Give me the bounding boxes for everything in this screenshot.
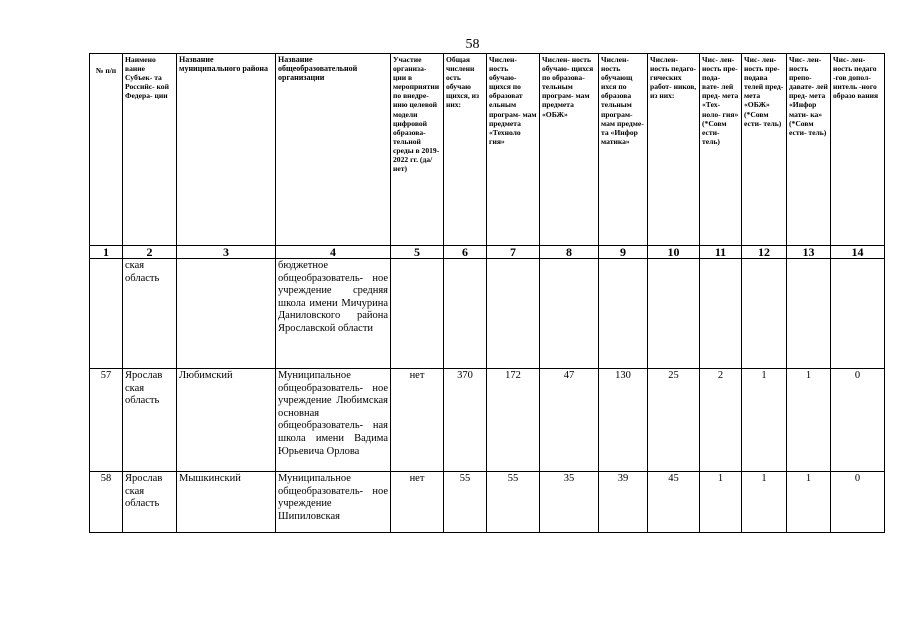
total-students-cell: 55: [444, 472, 487, 533]
header-cell-obzh-teachers: Чис- лен- ность пре- подава телей пред- мета «ОБЖ» (*Совм ести- тель): [742, 54, 787, 246]
column-number: 4: [276, 246, 391, 259]
page-number: 58: [465, 37, 480, 52]
column-number: 11: [700, 246, 742, 259]
technology-students-cell: [487, 259, 540, 369]
column-number: 6: [444, 246, 487, 259]
district-cell: Мышкинский: [177, 472, 276, 533]
row-number: [90, 259, 123, 369]
header-cell-number: № п/п: [90, 54, 123, 246]
region-cell: ская область: [123, 259, 177, 369]
column-number: 9: [599, 246, 648, 259]
obzh-teachers-cell: 1: [742, 472, 787, 533]
technology-teachers-cell: [700, 259, 742, 369]
region-cell: Ярослав ская область: [123, 472, 177, 533]
column-number: 14: [831, 246, 885, 259]
column-number: 8: [540, 246, 599, 259]
technology-teachers-cell: 1: [700, 472, 742, 533]
teachers-cell: [648, 259, 700, 369]
participation-cell: нет: [391, 472, 444, 533]
column-number: 10: [648, 246, 700, 259]
informatics-teachers-cell: [787, 259, 831, 369]
header-row: [90, 54, 885, 246]
column-number: 1: [90, 246, 123, 259]
technology-students-cell: 172: [487, 369, 540, 472]
teachers-cell: 45: [648, 472, 700, 533]
header-cell-technology-teachers: Чис- лен- ность пре- пода- вате- лей пред- мета «Тех- ноло- гия» (*Совм ести- тель): [700, 54, 742, 246]
column-number: 3: [177, 246, 276, 259]
total-students-cell: 370: [444, 369, 487, 472]
schools-table: [89, 53, 885, 533]
extra-education-teachers-cell: 0: [831, 369, 885, 472]
organization-cell: Муниципальное общеобразователь- ное учреждение Шипиловская: [276, 472, 391, 533]
organization-cell: Муниципальное общеобразователь- ное учреждение Любимская основная общеобразователь- ная школа имени Вадима Юрьевича Орлова: [276, 369, 391, 472]
informatics-students-cell: 39: [599, 472, 648, 533]
header-cell-district: Название муниципального района: [177, 54, 276, 246]
table-row: [90, 472, 885, 533]
informatics-teachers-cell: 1: [787, 472, 831, 533]
column-number: 12: [742, 246, 787, 259]
header-cell-technology-students: Числен- ность обучаю- щихся по образоват ельным програм- мам предмета «Техноло гия»: [487, 54, 540, 246]
technology-teachers-cell: 2: [700, 369, 742, 472]
column-number: 2: [123, 246, 177, 259]
obzh-teachers-cell: 1: [742, 369, 787, 472]
column-number-row: [90, 246, 885, 259]
region-cell: Ярослав ская область: [123, 369, 177, 472]
participation-cell: нет: [391, 369, 444, 472]
district-cell: [177, 259, 276, 369]
header-cell-participation: Участие организа- ции в мероприятии по внедре- нию целевой модели цифровой образова- тельной среды в 2019-2022 гг. (да/нет): [391, 54, 444, 246]
participation-cell: [391, 259, 444, 369]
column-number: 7: [487, 246, 540, 259]
header-cell-organization: Название общеобразовательной организации: [276, 54, 391, 246]
teachers-cell: 25: [648, 369, 700, 472]
district-cell: Любимский: [177, 369, 276, 472]
extra-education-teachers-cell: 0: [831, 472, 885, 533]
header-cell-region: Наимено вание Субъек- та Российс- кой Федера- ции: [123, 54, 177, 246]
informatics-teachers-cell: 1: [787, 369, 831, 472]
obzh-students-cell: 35: [540, 472, 599, 533]
technology-students-cell: 55: [487, 472, 540, 533]
header-cell-extra-education-teachers: Чис- лен- ность педаго -гов допол- нитель -ного образо вания: [831, 54, 885, 246]
table-row: [90, 259, 885, 369]
informatics-students-cell: [599, 259, 648, 369]
row-number: 57: [90, 369, 123, 472]
header-cell-informatics-teachers: Чис- лен- ность препо- давате- лей пред- мета «Инфор мати- ка» (*Совм ести- тель): [787, 54, 831, 246]
header-cell-obzh-students: Числен- ность обучаю- щихся по образова- тельным програм- мам предмета «ОБЖ»: [540, 54, 599, 246]
header-cell-teachers: Числен- ность педаго- гических работ- ников, из них:: [648, 54, 700, 246]
informatics-students-cell: 130: [599, 369, 648, 472]
obzh-teachers-cell: [742, 259, 787, 369]
header-cell-total-students: Общая численн ость обучаю щихся, из них:: [444, 54, 487, 246]
row-number: 58: [90, 472, 123, 533]
obzh-students-cell: [540, 259, 599, 369]
total-students-cell: [444, 259, 487, 369]
header-cell-informatics-students: Числен- ность обучающ ихся по образова тельным програм- мам предме- та «Инфор матика»: [599, 54, 648, 246]
organization-cell: бюджетное общеобразователь- ное учреждение средняя школа имени Мичурина Даниловского района Ярославской области: [276, 259, 391, 369]
column-number: 13: [787, 246, 831, 259]
column-number: 5: [391, 246, 444, 259]
table-row: [90, 369, 885, 472]
extra-education-teachers-cell: [831, 259, 885, 369]
obzh-students-cell: 47: [540, 369, 599, 472]
